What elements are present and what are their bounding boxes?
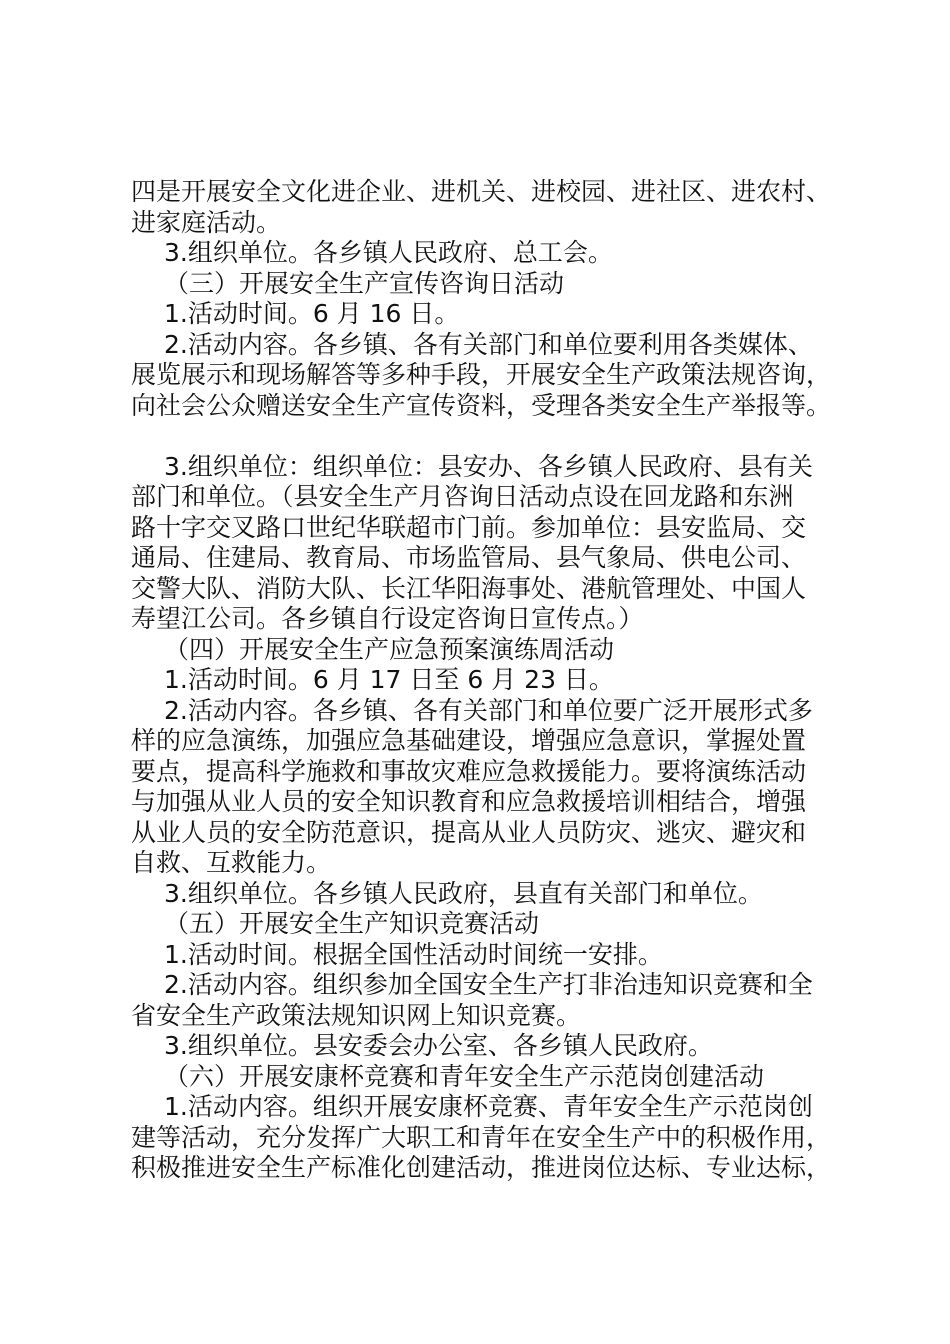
text-line: 3.组织单位：组织单位：县安办、各乡镇人民政府、县有关 [164, 451, 813, 481]
text-line: 积极推进安全生产标准化创建活动，推进岗位达标、专业达标， [131, 1153, 832, 1182]
text-line: 1.活动内容。组织开展安康杯竞赛、青年安全生产示范岗创 [164, 1092, 813, 1121]
text-line: 向社会公众赠送安全生产宣传资料，受理各类安全生产举报等。 [131, 390, 832, 420]
text-line: 四是开展安全文化进企业、进机关、进校园、进社区、进农村、 [131, 177, 832, 206]
text-line: 省安全生产政策法规知识网上知识竞赛。 [131, 1000, 582, 1030]
text-line: 2.活动内容。各乡镇、各有关部门和单位要广泛开展形式多 [164, 695, 813, 725]
text-line: 自救、互救能力。 [131, 848, 332, 877]
text-line: （五）开展安全生产知识竞赛活动 [164, 909, 540, 938]
text-line: 寿望江公司。各乡镇自行设定咨询日宣传点。） [131, 604, 644, 633]
text-line: 与加强从业人员的安全知识教育和应急救援培训相结合，增强 [131, 787, 807, 816]
text-line: 1.活动时间。6 月 16 日。 [164, 299, 460, 328]
text-line: 2.活动内容。各乡镇、各有关部门和单位要利用各类媒体、 [164, 329, 813, 359]
text-line: 3.组织单位。各乡镇人民政府、总工会。 [164, 238, 613, 267]
text-line: （三）开展安全生产宣传咨询日活动 [164, 268, 565, 298]
text-line: 建等活动，充分发挥广大职工和青年在安全生产中的积极作用， [131, 1122, 832, 1152]
text-line: 部门和单位。（县安全生产月咨询日活动点设在回龙路和东洲 [131, 482, 794, 511]
text-line: 从业人员的安全防范意识，提高从业人员防灾、逃灾、避灾和 [131, 817, 807, 847]
text-line: 交警大队、消防大队、长江华阳海事处、港航管理处、中国人 [131, 573, 807, 603]
text-line: 展览展示和现场解答等多种手段，开展安全生产政策法规咨询， [131, 360, 832, 389]
text-line: 通局、住建局、教育局、市场监管局、县气象局、供电公司、 [131, 543, 807, 572]
text-line: 进家庭活动。 [131, 207, 282, 237]
text-line: 路十字交叉路口世纪华联超市门前。参加单位：县安监局、交 [131, 512, 807, 542]
text-line: 1.活动时间。6 月 17 日至 6 月 23 日。 [164, 665, 614, 694]
text-line: 要点，提高科学施救和事故灾难应急救援能力。要将演练活动 [131, 756, 807, 786]
text-line: （六）开展安康杯竞赛和青年安全生产示范岗创建活动 [164, 1061, 765, 1091]
blank-line [131, 421, 831, 452]
text-line: 样的应急演练，加强应急基础建设，增强应急意识，掌握处置 [131, 726, 807, 755]
document-body [131, 177, 831, 1184]
text-line: 3.组织单位。各乡镇人民政府，县直有关部门和单位。 [164, 878, 763, 908]
text-line: 3.组织单位。县安委会办公室、各乡镇人民政府。 [164, 1031, 713, 1060]
text-line: 1.活动时间。根据全国性活动时间统一安排。 [164, 939, 663, 969]
text-line: 2.活动内容。组织参加全国安全生产打非治违知识竞赛和全 [164, 970, 813, 999]
text-line: （四）开展安全生产应急预案演练周活动 [164, 634, 615, 664]
